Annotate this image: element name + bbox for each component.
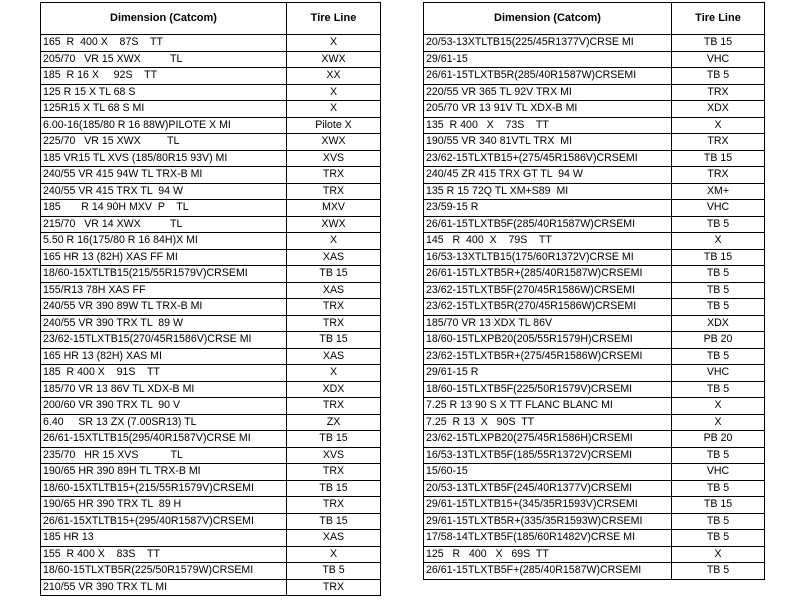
dimension-cell: 135 R 15 72Q TL XM+S89 MI (424, 183, 672, 200)
tire-line-cell: TB 5 (287, 563, 381, 580)
tire-line-cell: MXV (287, 200, 381, 217)
table-row (41, 447, 381, 464)
table-row (41, 497, 381, 514)
table-row (41, 84, 381, 101)
dimension-cell: 23/62-15TLXTB15+(275/45R1586V)CRSEMI (424, 150, 672, 167)
dimension-cell: 6.00-16(185/80 R 16 88W)PILOTE X MI (41, 117, 287, 134)
tire-line-cell: X (672, 546, 765, 563)
table-row (424, 249, 765, 266)
tire-line-cell: X (672, 117, 765, 134)
dimension-cell: 18/60-15XTLTB15(215/55R1579V)CRSEMI (41, 266, 287, 283)
tire-line-cell: X (287, 35, 381, 52)
table-row (41, 249, 381, 266)
dimension-cell: 18/60-15TLXTB5R(225/50R1579W)CRSEMI (41, 563, 287, 580)
table-row (41, 35, 381, 52)
table-row (424, 233, 765, 250)
dimension-cell: 26/61-15TLXTB5R(285/40R1587W)CRSEMI (424, 68, 672, 85)
table-row (41, 216, 381, 233)
table-row (41, 299, 381, 316)
dimension-cell: 135 R 400 X 73S TT (424, 117, 672, 134)
tire-line-cell: TB 5 (672, 447, 765, 464)
tire-line-cell: X (287, 101, 381, 118)
dimension-cell: 205/70 VR 13 91V TL XDX-B MI (424, 101, 672, 118)
tire-line-cell: TB 15 (672, 35, 765, 52)
table-row (424, 398, 765, 415)
dimension-cell: 125 R 15 X TL 68 S (41, 84, 287, 101)
dimension-cell: 26/61-15XTLTB15(295/40R1587V)CRSE MI (41, 431, 287, 448)
table-row (424, 365, 765, 382)
dimension-cell: 235/70 HR 15 XVS TL (41, 447, 287, 464)
tire-line-cell: TRX (287, 315, 381, 332)
dimension-cell: 29/61-15TLXTB5R+(335/35R1593W)CRSEMI (424, 513, 672, 530)
tire-line-cell: TRX (287, 579, 381, 596)
table-row (41, 101, 381, 118)
table-row (424, 282, 765, 299)
dimension-cell: 185/70 VR 13 XDX TL 86V (424, 315, 672, 332)
dimension-cell: 145 R 400 X 79S TT (424, 233, 672, 250)
tire-line-cell: TB 15 (287, 480, 381, 497)
dimension-cell: 26/61-15TLXTB5F(285/40R1587W)CRSEMI (424, 216, 672, 233)
tire-line-cell: XVS (287, 447, 381, 464)
table-row (41, 150, 381, 167)
table-row (41, 431, 381, 448)
table-row (424, 414, 765, 431)
table-row (41, 183, 381, 200)
table-row (424, 167, 765, 184)
table-row (41, 233, 381, 250)
tire-line-cell: X (287, 233, 381, 250)
tire-line-cell: VHC (672, 365, 765, 382)
dimension-cell: 205/70 VR 15 XWX TL (41, 51, 287, 68)
table-row (41, 117, 381, 134)
dimension-cell: 240/55 VR 390 TRX TL 89 W (41, 315, 287, 332)
tire-line-header: Tire Line (672, 3, 765, 35)
dimension-cell: 185 R 16 X 92S TT (41, 68, 287, 85)
dimension-cell: 20/53-13TLXTB5F(245/40R1377V)CRSEMI (424, 480, 672, 497)
dimension-cell: 26/61-15TLXTB5F+(285/40R1587W)CRSEMI (424, 563, 672, 580)
table-row (41, 266, 381, 283)
table-row (41, 200, 381, 217)
table-row (41, 332, 381, 349)
table-row (424, 447, 765, 464)
tire-line-cell: XM+ (672, 183, 765, 200)
tire-line-cell: ZX (287, 414, 381, 431)
dimension-cell: 190/65 HR 390 TRX TL 89 H (41, 497, 287, 514)
table-row (41, 348, 381, 365)
tire-line-cell: TB 15 (672, 150, 765, 167)
table-row (424, 546, 765, 563)
dimension-cell: 18/60-15TLXTB5F(225/50R1579V)CRSEMI (424, 381, 672, 398)
dimension-cell: 16/53-13XTLTB15(175/60R1372V)CRSE MI (424, 249, 672, 266)
dimension-cell: 23/62-15TLXTB15(270/45R1586V)CRSE MI (41, 332, 287, 349)
dimension-cell: 225/70 VR 15 XWX TL (41, 134, 287, 151)
tire-line-cell: TB 15 (287, 513, 381, 530)
dimension-cell: 185/70 VR 13 86V TL XDX-B MI (41, 381, 287, 398)
tire-line-cell: X (287, 84, 381, 101)
dimension-cell: 210/55 VR 390 TRX TL MI (41, 579, 287, 596)
table-row (424, 101, 765, 118)
table-row (41, 464, 381, 481)
tire-line-cell: TB 5 (672, 381, 765, 398)
tire-line-cell: TRX (672, 134, 765, 151)
dimension-cell: 190/55 VR 340 81VTL TRX MI (424, 134, 672, 151)
tire-line-cell: XWX (287, 216, 381, 233)
tire-line-cell: TB 5 (672, 480, 765, 497)
tire-line-cell: XAS (287, 249, 381, 266)
table-row (424, 381, 765, 398)
table-row (41, 414, 381, 431)
dimension-cell: 155 R 400 X 83S TT (41, 546, 287, 563)
tire-line-cell: XDX (287, 381, 381, 398)
table-row (41, 398, 381, 415)
table-row (424, 497, 765, 514)
dimension-cell: 6.40 SR 13 ZX (7.00SR13) TL (41, 414, 287, 431)
table-row (41, 480, 381, 497)
table-row (424, 315, 765, 332)
table-row (41, 167, 381, 184)
tire-line-cell: PB 20 (672, 431, 765, 448)
tire-line-cell: TB 5 (672, 530, 765, 547)
dimension-header: Dimension (Catcom) (424, 3, 672, 35)
table-row (424, 563, 765, 580)
dimension-cell: 165 HR 13 (82H) XAS MI (41, 348, 287, 365)
tire-table-right (423, 2, 765, 580)
table-row (41, 563, 381, 580)
dimension-cell: 240/55 VR 415 94W TL TRX-B MI (41, 167, 287, 184)
dimension-cell: 220/55 VR 365 TL 92V TRX MI (424, 84, 672, 101)
tire-line-cell: TB 5 (672, 513, 765, 530)
tire-line-cell: PB 20 (672, 332, 765, 349)
table-row (41, 530, 381, 547)
dimension-cell: 23/62-15TLXPB20(275/45R1586H)CRSEMI (424, 431, 672, 448)
dimension-cell: 215/70 VR 14 XWX TL (41, 216, 287, 233)
table-row (424, 216, 765, 233)
tire-line-cell: VHC (672, 200, 765, 217)
tire-line-cell: XDX (672, 315, 765, 332)
tire-line-cell: XAS (287, 282, 381, 299)
tire-line-cell: TRX (287, 398, 381, 415)
table-row (41, 51, 381, 68)
table-row (424, 35, 765, 52)
tire-line-cell: TB 5 (672, 563, 765, 580)
tire-line-cell: VHC (672, 51, 765, 68)
dimension-cell: 5.50 R 16(175/80 R 16 84H)X MI (41, 233, 287, 250)
tire-line-cell: XX (287, 68, 381, 85)
dimension-cell: 23/59-15 R (424, 200, 672, 217)
dimension-cell: 18/60-15XTLTB15+(215/55R1579V)CRSEMI (41, 480, 287, 497)
dimension-cell: 17/58-14TLXTB5F(185/60R1482V)CRSE MI (424, 530, 672, 547)
table-row (41, 579, 381, 596)
tire-line-cell: XWX (287, 134, 381, 151)
dimension-cell: 29/61-15 (424, 51, 672, 68)
dimension-cell: 185 R 14 90H MXV P TL (41, 200, 287, 217)
dimension-cell: 26/61-15XTLTB15+(295/40R1587V)CRSEMI (41, 513, 287, 530)
dimension-cell: 15/60-15 (424, 464, 672, 481)
table-row (424, 200, 765, 217)
dimension-cell: 185 R 400 X 91S TT (41, 365, 287, 382)
tire-line-cell: X (672, 233, 765, 250)
tire-line-cell: TRX (287, 167, 381, 184)
dimension-cell: 29/61-15 R (424, 365, 672, 382)
table-row (424, 348, 765, 365)
dimension-cell: 240/55 VR 390 89W TL TRX-B MI (41, 299, 287, 316)
table-row (424, 299, 765, 316)
tire-line-cell: TB 5 (672, 282, 765, 299)
dimension-cell: 29/61-15TLXTB15+(345/35R1593V)CRSEMI (424, 497, 672, 514)
table-row (41, 68, 381, 85)
tire-line-cell: TRX (287, 464, 381, 481)
table-row (41, 513, 381, 530)
tire-line-cell: TB 5 (672, 299, 765, 316)
table-row (424, 117, 765, 134)
table-row (41, 365, 381, 382)
tire-line-cell: TB 5 (672, 68, 765, 85)
tire-line-cell: XVS (287, 150, 381, 167)
dimension-cell: 240/45 ZR 415 TRX GT TL 94 W (424, 167, 672, 184)
table-row (424, 480, 765, 497)
tire-line-cell: X (672, 414, 765, 431)
dimension-cell: 185 VR15 TL XVS (185/80R15 93V) MI (41, 150, 287, 167)
table-row (41, 134, 381, 151)
tire-line-cell: X (287, 546, 381, 563)
tire-line-cell: TB 15 (672, 249, 765, 266)
dimension-cell: 7.25 R 13 90 S X TT FLANC BLANC MI (424, 398, 672, 415)
dimension-header: Dimension (Catcom) (41, 3, 287, 35)
dimension-cell: 26/61-15TLXTB5R+(285/40R1587W)CRSEMI (424, 266, 672, 283)
tire-line-cell: VHC (672, 464, 765, 481)
dimension-cell: 20/53-13XTLTB15(225/45R1377V)CRSE MI (424, 35, 672, 52)
dimension-cell: 155/R13 78H XAS FF (41, 282, 287, 299)
table-row (424, 332, 765, 349)
table-row (41, 282, 381, 299)
dimension-cell: 125R15 X TL 68 S MI (41, 101, 287, 118)
tire-line-cell: TB 5 (672, 348, 765, 365)
dimension-cell: 23/62-15TLXTB5R(270/45R1586W)CRSEMI (424, 299, 672, 316)
dimension-cell: 18/60-15TLXPB20(205/55R1579H)CRSEMI (424, 332, 672, 349)
tire-line-cell: TRX (287, 299, 381, 316)
dimension-cell: 16/53-13TLXTB5F(185/55R1372V)CRSEMI (424, 447, 672, 464)
table-row (41, 315, 381, 332)
tire-line-cell: XAS (287, 348, 381, 365)
tire-line-cell: TRX (672, 84, 765, 101)
table-row (424, 464, 765, 481)
dimension-cell: 185 HR 13 (41, 530, 287, 547)
dimension-cell: 125 R 400 X 69S TT (424, 546, 672, 563)
tire-line-cell: X (287, 365, 381, 382)
tire-line-cell: XAS (287, 530, 381, 547)
dimension-cell: 200/60 VR 390 TRX TL 90 V (41, 398, 287, 415)
table-row (424, 68, 765, 85)
table-row (41, 546, 381, 563)
tire-table-left (40, 2, 381, 596)
table-row (424, 266, 765, 283)
tire-line-cell: X (672, 398, 765, 415)
table-row (41, 381, 381, 398)
dimension-cell: 240/55 VR 415 TRX TL 94 W (41, 183, 287, 200)
dimension-cell: 23/62-15TLXTB5F(270/45R1586W)CRSEMI (424, 282, 672, 299)
tire-line-cell: TB 5 (672, 266, 765, 283)
tire-line-cell: Pilote X (287, 117, 381, 134)
tire-line-header: Tire Line (287, 3, 381, 35)
tire-line-cell: TB 15 (672, 497, 765, 514)
tire-line-cell: XWX (287, 51, 381, 68)
table-row (424, 513, 765, 530)
tire-line-cell: XDX (672, 101, 765, 118)
table-row (424, 431, 765, 448)
dimension-cell: 165 HR 13 (82H) XAS FF MI (41, 249, 287, 266)
dimension-cell: 165 R 400 X 87S TT (41, 35, 287, 52)
dimension-cell: 190/65 HR 390 89H TL TRX-B MI (41, 464, 287, 481)
table-row (424, 530, 765, 547)
header-row (41, 3, 381, 35)
table-row (424, 51, 765, 68)
dimension-cell: 23/62-15TLXTB5R+(275/45R1586W)CRSEMI (424, 348, 672, 365)
table-row (424, 134, 765, 151)
tire-line-cell: TB 5 (672, 216, 765, 233)
tire-line-cell: TRX (672, 167, 765, 184)
table-row (424, 150, 765, 167)
tire-line-cell: TRX (287, 497, 381, 514)
dimension-cell: 7.25 R 13 X 90S TT (424, 414, 672, 431)
header-row (424, 3, 765, 35)
tire-line-cell: TRX (287, 183, 381, 200)
tire-line-cell: TB 15 (287, 266, 381, 283)
table-row (424, 183, 765, 200)
table-row (424, 84, 765, 101)
tire-line-cell: TB 15 (287, 431, 381, 448)
tire-line-cell: TB 15 (287, 332, 381, 349)
